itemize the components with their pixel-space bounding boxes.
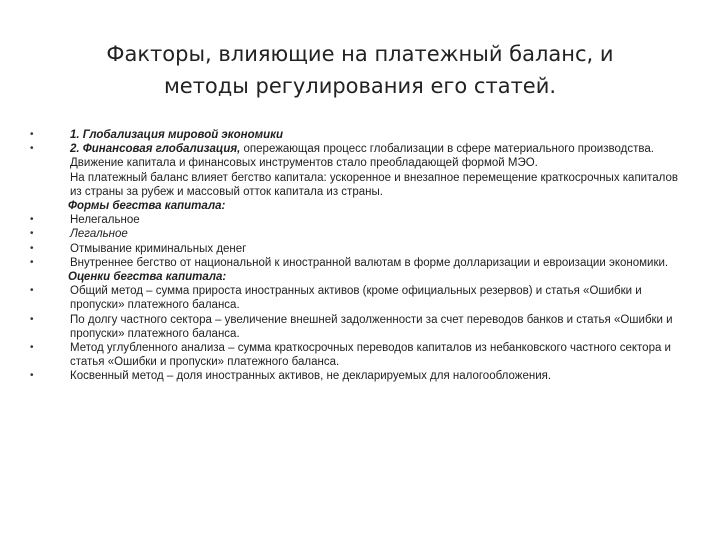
list-item-text: Отмывание криминальных денег: [70, 242, 247, 255]
list-item-form-legal: [30, 227, 690, 241]
list-item-text: Легальное: [70, 228, 128, 241]
forms-heading: [30, 199, 690, 213]
list-item-text: 1. Глобализация мировой экономики: [70, 129, 283, 141]
list-item-bold-text: 2. Финансовая глобализация,: [70, 143, 241, 156]
list-item-globalization: [30, 128, 690, 142]
slide-title-line-2: методы регулирования его статей.: [163, 74, 557, 98]
paragraph-text: На платежный баланс влияет бегство капитала: ускоренное и внезапное перемещение краткосрочных капиталов из страны за рубеж и массовый отток капитала из страны.: [70, 171, 678, 198]
forms-heading-text: Формы бегства капитала:: [68, 200, 226, 213]
list-item-text: Косвенный метод – доля иностранных активов, не декларируемых для налогообложения.: [70, 370, 552, 383]
list-item-financial-globalization: [30, 142, 690, 170]
slide-body: [30, 128, 690, 384]
estimates-heading: [30, 270, 690, 284]
list-item-text: Общий метод – сумма прироста иностранных активов (кроме официальных резервов) и статья «Ошибки и пропуски» платежного баланса.: [70, 285, 642, 312]
list-item-text: По долгу частного сектора – увеличение внешней задолженности за счет переводов банков и статья «Ошибки и пропуски» платежного баланса.: [70, 313, 673, 340]
list-item-form-illegal: [30, 213, 690, 227]
list-item-form-laundering: [30, 242, 690, 256]
list-item-text: Нелегальное: [70, 214, 140, 227]
slide-title: [70, 38, 650, 102]
list-item-text: опережающая процесс глобализации в сфере материального производства. Движение капитала и финансовых инструментов стало преобладающей формой МЭО.: [70, 143, 654, 170]
slide-title-line-1: Факторы, влияющие на платежный баланс, и: [106, 42, 614, 66]
list-item-indirect-method: [30, 369, 690, 383]
list-item-text: Внутреннее бегство от национальной к иностранной валютам в форме долларизации и евроизации экономики.: [70, 256, 669, 269]
paragraph-capital-flight: [30, 171, 690, 199]
estimates-heading-text: Оценки бегства капитала:: [68, 271, 227, 284]
list-item-private-debt: [30, 313, 690, 341]
list-item-deep-analysis: [30, 341, 690, 369]
list-item-form-internal: [30, 256, 690, 270]
list-item-text: Метод углубленного анализа – сумма краткосрочных переводов капиталов из небанковского частного сектора и статья «Ошибки и пропуски» платежного баланса.: [70, 342, 671, 369]
list-item-general-method: [30, 284, 690, 312]
